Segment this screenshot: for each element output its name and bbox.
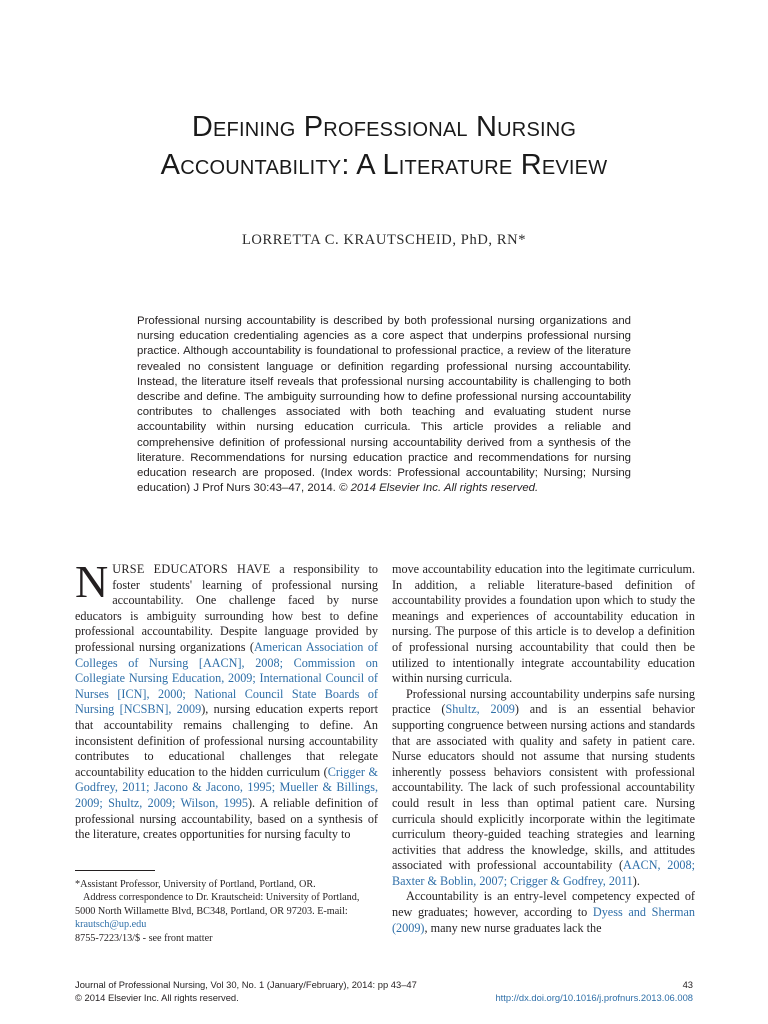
body-column-right [392, 562, 695, 936]
body-paragraph [392, 889, 695, 936]
journal-citation: Journal of Professional Nursing, Vol 30, No. 1 (January/February), 2014: pp 43–47 [75, 979, 417, 990]
doi-link[interactable]: http://dx.doi.org/10.1016/j.profnurs.2013.06.008 [495, 991, 693, 1003]
drop-cap: N [75, 556, 109, 607]
body-text: ) and is an essential behavior supporting congruence between nursing actions and standards that are associated with quality and safety in patient care. Nurse educators should not assume that nursing students inherently possess behaviors consistent with professional accountability. The lack of such professional accountability could result in less than optimal patient care. Nursing curricula should explicitly incorporate within the legitimate curriculum theory-guided teaching strategies and learning activities that address the knowledge, skills, and attitudes associated with professional accountability ( [392, 702, 695, 873]
page-number: 43 [682, 979, 693, 990]
article-title [60, 108, 708, 184]
footnote-divider [75, 870, 155, 871]
title-line-2: Accountability: A Literature Review [160, 149, 608, 181]
body-paragraph [392, 687, 695, 890]
title-line-1: Defining Professional Nursing [191, 111, 577, 143]
intro-text-a: a responsibility to foster students' learning of professional nursing accountability. One challenge faced by nurse educators is ambiguity surrounding how best to define professional accountability. Despite language provided by professional nursing organizations ( [75, 562, 378, 654]
intro-paragraph [75, 556, 378, 843]
body-text: ). [632, 873, 640, 888]
citation-link[interactable]: Crigger & Godfrey, 2011; Jacono & Jacono, 1995; Mueller & Billings, 2009; Shultz, 2009; Wilson, 1995 [75, 764, 378, 810]
footnote-issn: 8755-7223/13/$ - see front matter [75, 932, 213, 944]
body-text: Professional nursing accountability underpins safe nursing practice ( [392, 686, 695, 717]
abstract [137, 314, 631, 496]
footnote-affiliation: *Assistant Professor, University of Portland, Portland, OR. [75, 879, 316, 890]
citation-link[interactable]: Dyess and Sherman (2009) [392, 905, 696, 935]
abstract-copyright: © 2014 Elsevier Inc. All rights reserved. [339, 482, 539, 495]
intro-text-b: ), nursing education experts report that accountability remains challenging to define. An inconsistent definition of professional nursing accountability contributes to educational challenges that relegate accountability education to the hidden curriculum ( [75, 702, 378, 779]
author-byline: LORRETTA C. KRAUTSCHEID, PhD, RN* [241, 232, 527, 248]
email-link[interactable]: krautsch@up.edu [75, 919, 147, 931]
footnote-correspondence [75, 891, 378, 931]
abstract-body: Professional nursing accountability is described by both professional nursing organizations and nursing education credentialing agencies as a core aspect that underpins professional nursing practice. Although accountability is foundational to professional practice, a review of the literature revealed no consistent language or definition regarding professional nursing accountability. Instead, the literature itself reveals that professional nursing accountability is challenging to both describe and define. The ambiguity surrounding how to define professional nursing accountability contributes to challenges associated with both teaching and evaluating student nurse accountability within nursing education curricula. This article provides a reliable and comprehensive definition of professional nursing accountability derived from a synthesis of the literature. Recommendations for nursing education practice and recommendations for nursing education research are proposed. (Index words: Professional accountability; Nursing; Nursing education) J Prof Nurs 30:43–47, 2014. [137, 315, 631, 495]
body-text: Accountability is an entry-level competency expected of new graduates; however, according to [392, 889, 695, 920]
footer-right [393, 979, 693, 1004]
intro-text-c: ). A reliable definition of professional nursing accountability, based on a synthesis of the literature, creates opportunities for nursing faculty to [75, 795, 378, 842]
body-column-left [75, 556, 378, 843]
citation-link[interactable]: American Association of Colleges of Nursing [AACN], 2008; Commission on Collegiate Nursing Education, 2009; International Council of Nurses [ICN], 2000; National Council State Boards of Nursing [NCSBN], 2009 [75, 639, 378, 717]
body-paragraph: move accountability education into the legitimate curriculum. In addition, a reliable literature-based definition of accountability provides a foundation upon which to study the meanings and experiences of accountability education in nursing. The purpose of this article is to develop a definition of professional nursing accountability that could then be utilized to intentionally integrate accountability education within nursing curricula. [392, 562, 695, 686]
citation-link[interactable]: Shultz, 2009 [445, 702, 515, 717]
citation-link[interactable]: AACN, 2008; Baxter & Boblin, 2007; Crigger & Godfrey, 2011 [392, 858, 696, 888]
footer-copyright: © 2014 Elsevier Inc. All rights reserved. [75, 991, 239, 1003]
body-text: , many new nurse graduates lack the [424, 920, 602, 935]
lead-caps: URSE EDUCATORS HAVE [112, 562, 271, 576]
correspondence-text: Address correspondence to Dr. Krautscheid: University of Portland, 5000 North Willamette Blvd, BC348, Portland, OR 97203. E-mail: [75, 892, 360, 917]
footnotes [75, 878, 378, 945]
